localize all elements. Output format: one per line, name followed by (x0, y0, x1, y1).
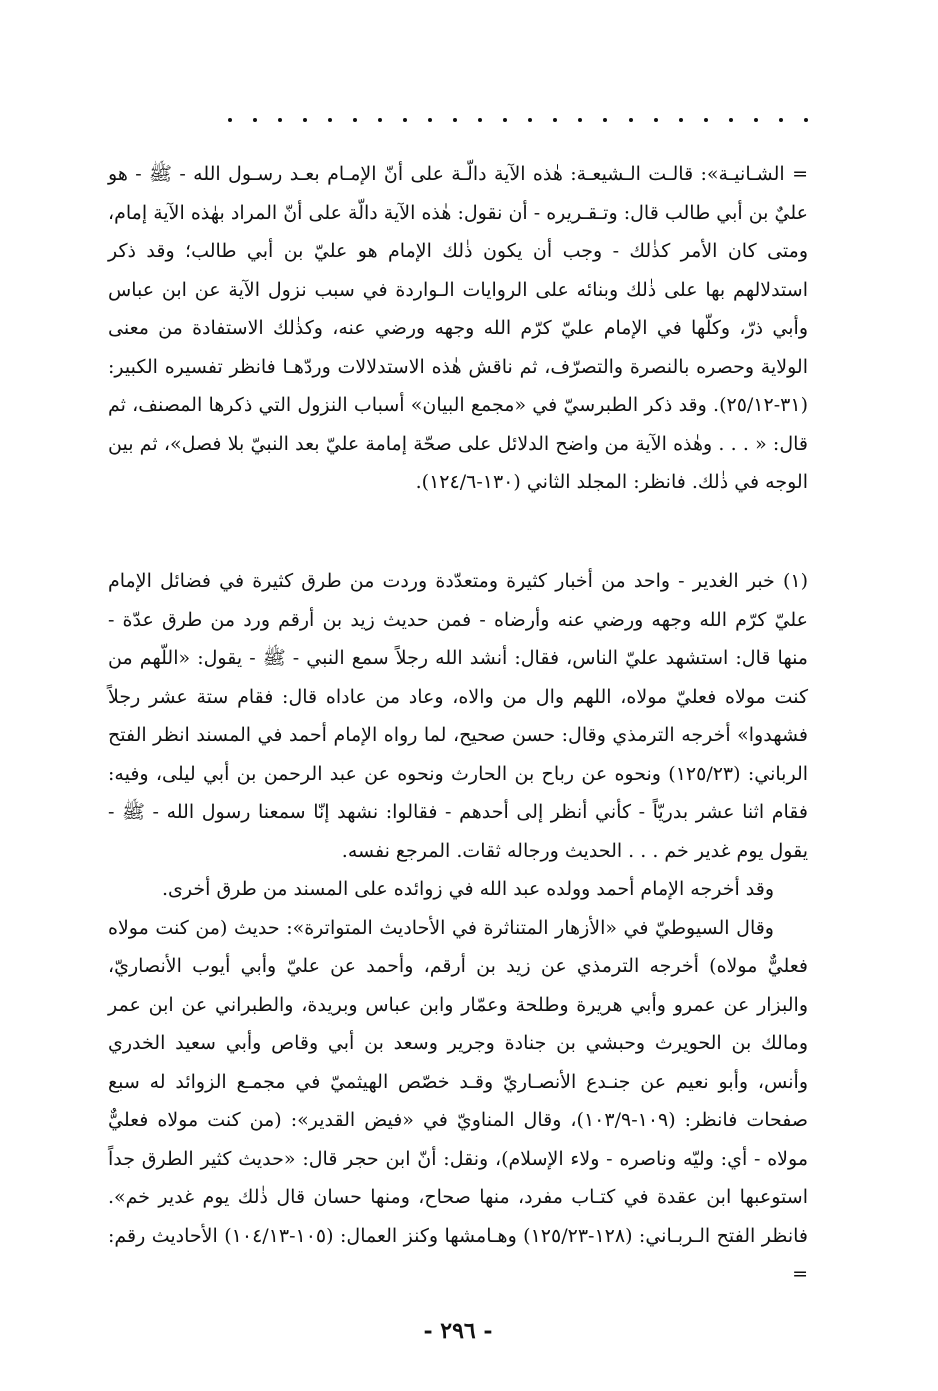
separator-dot (779, 118, 783, 122)
separator-dot (453, 118, 457, 122)
separator-dot (679, 118, 683, 122)
footnote-paragraph: وقال السيوطيّ في «الأزهار المتناثرة في الأحاديث المتواترة»: حديث (من كنت مولاه فعليٌّ مولاه) أخرجه الترمذي عن زيد بن أرقم، وأحمد عن عليّ وأبي أيوب الأنصاريّ، والبزار عن عمرو وأبي هريرة وطلحة وعمّار وابن عباس وبريدة، والطبراني عن ابن عمر ومالك بن الحويرث وحبشي بن جنادة وجرير وسعد بن أبي وقاص وأبي سعيد الخدري وأنس، وأبو نعيم عن جنـدع الأنصـاريّ وقـد خصّص الهيثميّ في مجمـع الزوائد له سبع صفحات فانظر: (١٠٩-١٠٣/٩)، وقال المناويّ في «فيض القدير»: (من كنت مولاه فعليٌّ مولاه - أي: وليّه وناصره - ولاء الإسلام)، ونقل: أنّ ابن حجر قال: «حديث كثير الطرق جداً استوعبها ابن عقدة في كتـاب مفرد، منها صحاح، ومنها حسان قال ذٰلك يوم غدير خم». فانظر الفتح الـربـاني: (١٢٨-١٢٥/٢٣) وهـامشها وكنز العمال: (١٠٥-١٠٤/١٣) الأحاديث رقم: = (108, 916, 809, 1285)
separator-dot (378, 118, 382, 122)
separator-dot (603, 118, 607, 122)
separator-dot (578, 118, 582, 122)
separator-dot (428, 118, 432, 122)
separator-dot (804, 118, 808, 122)
page-number: - ٢٩٦ - (423, 1318, 493, 1344)
separator-dot (478, 118, 482, 122)
footnote-paragraph: (١) خبر الغدير - واحد من أخبار كثيرة ومتعدّدة وردت من طرق كثيرة في فضائل الإمام عليّ كرّم الله وجهه ورضي عنه وأرضاه - فمن حديث زيد بن أرقم ورد من طرق عدّة - منها قال: استشهد عليّ الناس، فقال: أنشد الله رجلاً سمع النبي - ﷺ - يقول: «اللّهم من كنت مولاه فعليّ مولاه، اللهم وال من والاه، وعاد من عاداه قال: فقام ستة عشر رجلاً فشهدوا» أخرجه الترمذي وقال: حسن صحيح، لما رواه الإمام أحمد في المسند انظر الفتح الرباني: (١٢٥/٢٣) ونحوه عن رباح بن الحارث ونحوه عن عبد الرحمن بن أبي ليلى، وفيه: فقام اثنا عشر بدريّاً - كأني أنظر إلى أحدهم - فقالوا: نشهد إنّا سمعنا رسول الله - ﷺ - يقول يوم غدير خم . . . الحديث ورجاله ثقات. المرجع نفسه. (108, 570, 809, 862)
separator-dot (303, 118, 307, 122)
separator-dot (528, 118, 532, 122)
footnotes (108, 562, 808, 1294)
separator-dot (629, 118, 633, 122)
footnote-paragraph: وقد أخرجه الإمام أحمد وولده عبد الله في زوائده على المسند من طرق أخرى. (161, 878, 774, 900)
separator-dot (704, 118, 708, 122)
separator-dot (729, 118, 733, 122)
book-page (108, 0, 808, 1391)
separator-dot (503, 118, 507, 122)
continued-footnote (108, 155, 808, 502)
separator-dot (278, 118, 282, 122)
footnote-paragraph: = الشـانيـة»: قالـت الـشيعـة: هٰذه الآية دالّـة على أنّ الإمـام بعـد رسـول الله - ﷺ - هو عليٌ بن أبي طالب قال: وتـقـريره - أن نقول: هٰذه الآية دالّة على أنّ المراد بهٰذه الآية إمام، ومتى كان الأمر كذٰلك - وجب أن يكون ذٰلك الإمام هو عليّ بن أبي طالب؛ وقد ذكر استدلالهم بها على ذٰلك وبنائه على الروايات الـواردة في سبب نزول الآية عن ابن عباس وأبي ذرّ، وكلّها في الإمام عليّ كرّم الله وجهه ورضي عنه، وكذٰلك الاستفادة من معنى الولاية وحصره بالنصرة والتصرّف، ثم ناقش هٰذه الاستدلالات وردّهـا فانظر تفسيره الكبير: (٣١-٢٥/١٢). وقد ذكر الطبرسيّ في «مجمع البيان» أسباب النزول التي ذكرها المصنف، ثم قال: « . . . وهٰذه الآية من واضح الدلائل على صحّة إمامة عليّ بعد النبيّ بلا فصل»، ثم بين الوجه في ذٰلك. فانظر: المجلد الثاني (١٣٠-١٢٤/٦). (108, 163, 808, 493)
separator-dot (553, 118, 557, 122)
separator-dot (253, 118, 257, 122)
separator-dot (403, 118, 407, 122)
separator-dot (754, 118, 758, 122)
separator-dot (328, 118, 332, 122)
separator-dot (353, 118, 357, 122)
separator-dots (228, 110, 808, 130)
separator-dot (654, 118, 658, 122)
separator-dot (228, 118, 232, 122)
